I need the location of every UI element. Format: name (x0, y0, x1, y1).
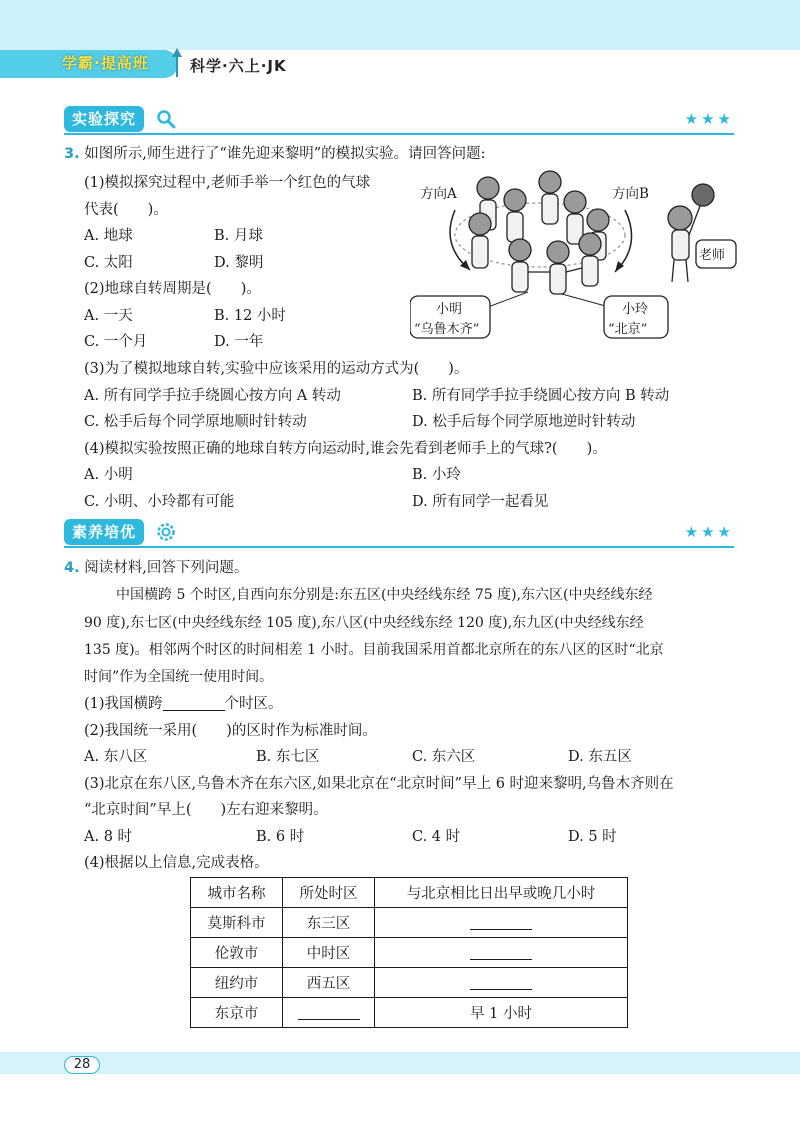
q3-p3-option-d[interactable]: D. 松手后每个同学原地逆时针转动 (412, 414, 636, 430)
q4-p3-option-a[interactable]: A. 8 时 (84, 829, 133, 845)
section-title: 素养培优 (64, 519, 144, 545)
q3-p3-option-b[interactable]: B. 所有同学手拉手绕圆心按方向 B 转动 (412, 388, 670, 404)
zone-cell[interactable] (283, 998, 375, 1028)
q3-p1-option-d[interactable]: D. 黎明 (214, 255, 264, 271)
q4-part3-line1: (3)北京在东八区,乌鲁木齐在东六区,如果北京在“北京时间”早上 6 时迎来黎明,乌鲁木齐则在 (84, 776, 674, 792)
q4-part4: (4)根据以上信息,完成表格。 (84, 855, 269, 871)
brand-title: 学霸·提高班 (62, 54, 149, 72)
xiaoming-city: “乌鲁木齐” (414, 322, 480, 337)
section-header-literacy (64, 519, 734, 547)
city-cell: 东京市 (191, 998, 283, 1028)
q3-p1-option-a[interactable]: A. 地球 (84, 228, 133, 244)
page-number: 28 (64, 1056, 100, 1074)
column-header: 与北京相比日出早或晚几小时 (375, 878, 628, 908)
question-text: 阅读材料,回答下列问题。 (84, 560, 249, 576)
material-line-3: 135 度)。相邻两个时区的时间相差 1 小时。目前我国采用首都北京所在的东八区的区时“北京 (84, 642, 664, 658)
answer-cell[interactable] (375, 908, 628, 938)
q4-part1-suffix: 个时区。 (224, 696, 283, 712)
section-rule (64, 133, 734, 135)
xiaoling-name: 小玲 (622, 302, 649, 317)
direction-a-label: 方向A (420, 186, 457, 202)
q3-p1-option-b[interactable]: B. 月球 (214, 228, 263, 244)
q3-p3-option-c[interactable]: C. 松手后每个同学原地顺时针转动 (84, 414, 307, 430)
q3-p2-option-a[interactable]: A. 一天 (84, 308, 133, 324)
answer-blank[interactable] (163, 697, 225, 711)
column-header: 城市名称 (191, 878, 283, 908)
q3-p2-option-b[interactable]: B. 12 小时 (214, 308, 286, 324)
gear-icon (156, 522, 176, 542)
city-cell: 伦敦市 (191, 938, 283, 968)
table-header-row (191, 878, 628, 908)
table-row (191, 938, 628, 968)
question-number: 3. (64, 146, 80, 162)
q4-p2-option-b[interactable]: B. 东七区 (256, 749, 320, 765)
answer-cell[interactable] (375, 968, 628, 998)
section-header-experiment (64, 106, 734, 134)
q3-p4-option-b[interactable]: B. 小玲 (412, 467, 461, 483)
direction-b-label: 方向B (612, 186, 649, 202)
answer-blank[interactable] (470, 916, 532, 930)
difficulty-stars: ★★★ (684, 523, 734, 541)
q3-p4-option-d[interactable]: D. 所有同学一起看见 (412, 494, 549, 510)
magnifier-icon (156, 109, 176, 129)
xiaoling-city: “北京” (608, 322, 648, 337)
q3-part1-line2: 代表( )。 (84, 202, 168, 218)
xiaoming-name: 小明 (436, 302, 463, 317)
up-arrow-icon (172, 48, 182, 57)
q3-p3-option-a[interactable]: A. 所有同学手拉手绕圆心按方向 A 转动 (84, 388, 341, 404)
subject-title: 科学·六上·JK (190, 57, 287, 75)
table-row (191, 908, 628, 938)
q3-p4-option-a[interactable]: A. 小明 (84, 467, 133, 483)
answer-blank[interactable] (298, 1006, 360, 1020)
q4-part1-prefix: (1)我国横跨 (84, 696, 163, 712)
q4-p3-option-b[interactable]: B. 6 时 (256, 829, 305, 845)
q3-part1-line1: (1)模拟探究过程中,老师手举一个红色的气球 (84, 175, 371, 191)
q4-part2: (2)我国统一采用( )的区时作为标准时间。 (84, 723, 377, 739)
brand-divider (176, 55, 178, 77)
table-row (191, 998, 628, 1028)
question-text: 如图所示,师生进行了“谁先迎来黎明”的模拟实验。请回答问题: (84, 146, 486, 162)
answer-cell[interactable] (375, 938, 628, 968)
q3-p1-option-c[interactable]: C. 太阳 (84, 255, 133, 271)
section-rule (64, 546, 734, 548)
footer-band (0, 1052, 800, 1074)
q3-p2-option-d[interactable]: D. 一年 (214, 334, 264, 350)
q4-p2-option-c[interactable]: C. 东六区 (412, 749, 476, 765)
question-4-stem (64, 556, 248, 577)
q4-p3-option-c[interactable]: C. 4 时 (412, 829, 461, 845)
time-zone-table (190, 877, 628, 1028)
zone-cell: 东三区 (283, 908, 375, 938)
column-header: 所处时区 (283, 878, 375, 908)
q3-p2-option-c[interactable]: C. 一个月 (84, 334, 148, 350)
answer-blank[interactable] (470, 976, 532, 990)
material-line-2: 90 度),东七区(中央经线东经 105 度),东八区(中央经线东经 120 度),东九区(中央经线东经 (84, 615, 644, 631)
q3-p4-option-c[interactable]: C. 小明、小玲都有可能 (84, 494, 235, 510)
teacher-label: 老师 (699, 248, 726, 263)
material-line-4: 时间”作为全国统一使用时间。 (84, 669, 274, 685)
material-line-1: 中国横跨 5 个时区,自西向东分别是:东五区(中央经线东经 75 度),东六区(中央经线东经 (116, 587, 653, 603)
q3-part3: (3)为了模拟地球自转,实验中应该采用的运动方式为( )。 (84, 361, 469, 377)
table-row (191, 968, 628, 998)
difficulty-stars: ★★★ (684, 110, 734, 128)
experiment-illustration (410, 160, 760, 345)
answer-blank[interactable] (470, 946, 532, 960)
q4-p2-option-d[interactable]: D. 东五区 (568, 749, 632, 765)
q3-part4: (4)模拟实验按照正确的地球自转方向运动时,谁会先看到老师手上的气球?( )。 (84, 441, 607, 457)
city-cell: 莫斯科市 (191, 908, 283, 938)
city-cell: 纽约市 (191, 968, 283, 998)
zone-cell: 中时区 (283, 938, 375, 968)
q4-p2-option-a[interactable]: A. 东八区 (84, 749, 148, 765)
q4-part3-line2: “北京时间”早上( )左右迎来黎明。 (84, 802, 328, 818)
section-title: 实验探究 (64, 106, 144, 132)
q4-part1 (84, 692, 283, 713)
q4-p3-option-d[interactable]: D. 5 时 (568, 829, 617, 845)
question-number: 4. (64, 560, 80, 576)
q3-part2: (2)地球自转周期是( )。 (84, 281, 261, 297)
offset-cell: 早 1 小时 (375, 998, 628, 1028)
zone-cell: 西五区 (283, 968, 375, 998)
